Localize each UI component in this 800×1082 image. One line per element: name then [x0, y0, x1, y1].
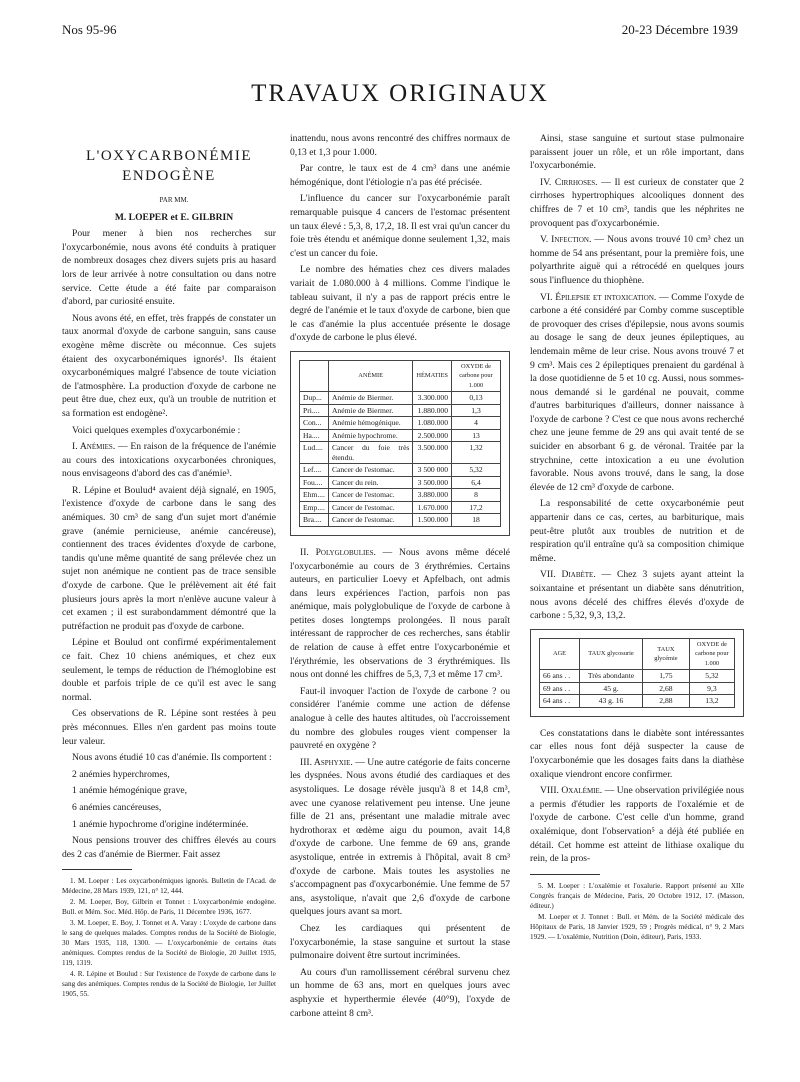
diabetes-table [539, 638, 735, 708]
article-authors: M. LOEPER et E. GILBRIN [114, 211, 234, 223]
table-cell: 45 g. [580, 682, 643, 695]
paragraph: Lépine et Boulud ont confirmé expérimentalement ce fait. Chez 10 chiens anémiques, et chez eux seulement, le temps de réduction de l'hémoglobine est double et parfois triple de ce qu'il est avec le sang normal. [62, 637, 276, 703]
issue-date: 20-23 Décembre 1939 [621, 22, 738, 37]
section-body: — Nous avons même décelé l'oxycarbonémie au cours de 3 érythrémies. Certains auteurs, en particulier Loevy et Apfelbach, ont admis dans leurs expériences l'action, parfois non pas anémique, mais polyglobulique de l'oxyde de carbone à petites doses longtemps prolongées. Il nous paraît intéressant de rapprocher de ces recherches, sans établir de relation de cause à effet entre l'oxycarbonémie et l'érythrémie, les observations de 3 érythrémiques. Ils nous ont donné les chiffres de 5,3, 7,3 et même 17 cm³. [290, 546, 510, 681]
table-cell: 66 ans . . [540, 670, 580, 683]
article-by: PAR MM. [159, 196, 189, 204]
section-title: TRAVAUX ORIGINAUX [251, 80, 549, 107]
list-item: 1 anémie hémogénique grave, [72, 785, 188, 797]
table-cell: Anémie de Biermer. [328, 404, 412, 417]
table-cell: Bra.... [300, 514, 329, 527]
diabetes-table-frame [530, 629, 744, 717]
section-head: VII. Diabète. [540, 569, 596, 581]
table-cell: 3 500 000 [413, 464, 452, 477]
section-body: — Une observation privilégiée nous a permis d'étudier les rapports de l'oxalémie et de l'oxyde de carbone. C'est celle d'un homme, grand oxalémique, dont l'observation⁵ a déjà été publiée en détail. Cet homme est atteint de lithiase oxalique du rein, de la pros- [530, 785, 744, 865]
table-row [300, 429, 501, 442]
table-cell: Con... [300, 417, 329, 430]
table-cell: 1.080.000 [413, 417, 452, 430]
list-item: 6 anémies cancéreuses, [72, 801, 162, 813]
section-body: — En raison de la fréquence de l'anémie au cours des intoxications oxycarbonées chroniques, nous envisageons d'abord des cas d'anémie³. [62, 441, 276, 480]
table-cell: 5,32 [452, 464, 501, 477]
paragraph: Au cours d'un ramollissement cérébral survenu chez un homme de 63 ans, mort en quelques jours avec asphyxie et hyperthermie élevée (40°9), l'oxyde de carbone atteint 8 cm³. [290, 966, 510, 1019]
table-cell: 18 [452, 514, 501, 527]
column-1 [62, 146, 276, 1000]
table-cell: 1,32 [452, 442, 501, 464]
table-header: ANÉMIE [328, 360, 412, 392]
table-cell: 4 [452, 417, 501, 430]
footnote: 1. M. Loeper : Les oxycarbonémiques ignorés. Bulletin de l'Acad. de Médecine, 28 Mars 1939, 121, n° 12, 444. [62, 877, 276, 896]
paragraph [530, 568, 744, 622]
table-cell: 69 ans . . [540, 682, 580, 695]
footnote: 5. M. Loeper : L'oxalémie et l'oxalurie. Rapport présenté au XIIe Congrès français de Médecine, Paris, 20 Octobre 1912, 17. (Masson, éditeur.) [530, 881, 744, 910]
table-cell: 6,4 [452, 476, 501, 489]
paragraph [530, 233, 744, 287]
section-body: — Comme l'oxyde de carbone a été considéré par Comby comme susceptible de provoquer des crises d'épilepsie, nous avons soumis au dosage le sang de deux jeunes épileptiques, au lendemain même de leur crise. Nous avons trouvé 7 et 9 cm³. Mais ces 2 épileptiques prenaient du gardénal à la dose quotidienne de 5 et 10 cg. Aussi, nous sommes-nous demandé si le gardénal ne pouvait, comme d'autres barbituriques d'ailleurs, donner naissance à l'oxyde de carbone ? C'est ce que nous avons recherché chez une jeune femme de 29 ans qui avait tenté de se suicider en absorbant 6 g. de véronal. Traitée par la strychnine, cette intoxication a eu une évolution favorable. Nous avons trouvé, dans le sang, la dose élevée de 12 cm³ d'oxyde de carbone. [530, 291, 744, 493]
column-3 [530, 132, 744, 943]
table-cell: 3.880.000 [413, 489, 452, 502]
table-cell: Cancer de l'estomac. [328, 489, 412, 502]
table-cell: Anémie de Biermer. [328, 392, 412, 405]
issue-number: Nos 95-96 [62, 22, 117, 37]
section-head: IV. Cirrhoses. [540, 176, 598, 188]
table-header: OXYDE de carbone pour 1.000 [689, 638, 734, 670]
table-cell: 1,3 [452, 404, 501, 417]
paragraph: R. Lépine et Boulud⁴ avaient déjà signalé, en 1905, l'existence d'oxyde de carbone dans le sang des anémiques. 30 cm³ de sang d'un sujet mort d'anémie grave (anémie pernicieuse, anémie cancéreuse), contiennent des traces évidentes d'oxyde de carbone, tandis qu'une même quantité de sang prélevée chez un sujet non anémique ne contient pas de trace sensible d'oxyde de carbone. Que le prélèvement ait été fait plusieurs jours après la mort n'enlève aucune valeur à cet examen ; il est surabondamment démontré que la putréfaction ne produit pas d'oxyde de carbone. [62, 484, 276, 632]
paragraph [530, 784, 744, 866]
paragraph [62, 440, 276, 481]
table-cell: Anémie hypochrome. [328, 429, 412, 442]
section-body: — Nous avons trouvé 10 cm³ chez un homme de 54 ans présentant, pour la première fois, une polyarthrite aiguë qui a rétrocédé en quelques jours sous l'influence du thiophène. [530, 234, 744, 286]
anemia-table [299, 360, 501, 527]
paragraph [290, 546, 510, 682]
paragraph: La responsabilité de cette oxycarbonémie peut appartenir dans ce cas, certes, au barbiturique, mais peut-être plutôt aux troubles de nutrition et de respiration qu'il entraîne qu'à sa composition chimique même. [530, 498, 744, 564]
paragraph: Pour mener à bien nos recherches sur l'oxycarbonémie, nous avons été conduits à pratiquer de nombreux dosages chez divers sujets pris au hasard lors de leur arrivée à notre consultation ou dans notre service. Cette étude a été faite par comparaison d'abord, par curiosité ensuite. [62, 228, 276, 308]
table-cell: Ha.... [300, 429, 329, 442]
table-row [540, 670, 735, 683]
table-cell: Très abondante [580, 670, 643, 683]
table-cell: 0,13 [452, 392, 501, 405]
paragraph: Le nombre des hématies chez ces divers malades variait de 1.080.000 à 4 millions. Comme l'indique le tableau suivant, il n'y a pas de rapport précis entre le degré de l'anémie et le taux d'oxyde de carbone, bien que le cas d'anémie la plus accentuée présente le dosage d'oxyde de carbone le plus élevé. [290, 264, 510, 344]
table-cell: 1,75 [642, 670, 689, 683]
table-cell: 2.500.000 [413, 429, 452, 442]
table-cell: Dup... [300, 392, 329, 405]
footnote: 2. M. Loeper, Boy, Gilbrin et Tonnet : L'oxycarbonémie endogène. Bull. et Mém. Soc. Méd. Hôp. de Paris, 11 Décembre 1936, 1677. [62, 898, 276, 917]
section-body: — Il est curieux de constater que 2 cirrhoses hypertrophiques alcooliques donnent des chiffres de 7 et 10 cm³, tandis que les néphrites ne provoquent pas d'oxycarbonémie. [530, 176, 744, 229]
article-title-line-2: ENDOGÈNE [122, 168, 216, 184]
table-row [300, 514, 501, 527]
table-cell: 13 [452, 429, 501, 442]
table-cell: 2,68 [642, 682, 689, 695]
table-header-blank [300, 360, 329, 392]
section-head: I. Anémies. [72, 441, 116, 453]
section-head: II. Polyglobulies. [300, 546, 376, 558]
table-header: OXYDE de carbone pour 1.000 [452, 360, 501, 392]
table-cell: Cancer du foie très étendu. [328, 442, 412, 464]
table-cell: 3.500.000 [413, 442, 452, 464]
list-item: 1 anémie hypochrome d'origine indéterminée. [72, 818, 249, 830]
paragraph [530, 176, 744, 230]
table-header: HÉMATIES [413, 360, 452, 392]
paragraph: Ces constatations dans le diabète sont intéressantes car elles nous font déjà suspecter la cause de l'oxycarbonémie que les dosages faits dans la diathèse oxalique viendront encore confirmer. [530, 727, 744, 780]
paragraph: Nous avons étudié 10 cas d'anémie. Ils comportent : [72, 752, 272, 764]
footnote-rule [530, 874, 600, 875]
section-body: — Une autre catégorie de faits concerne les dyspnées. Nous avons étudié des cardiaques et des asystoliques. Le dosage révèle jusqu'à 8 et 14,8 cm³, avec une cyanose relativement peu intense. Une jeune fille de 21 ans, présentant une maladie mitrale avec hydrothorax et œdème aigu du poumon, avait 14,8 d'oxyde de carbone. Une femme de 69 ans, grande asystolique, entrée in extremis à l'hôpital, avait 8 cm³ d'oxyde de carbone. Mais toutes les asystolies ne s'accompagnent pas d'oxycarbonémie. Une femme de 57 ans, asystolique, n'avait que 2,6 d'oxyde de carbone quelques jours avant sa mort. [290, 756, 510, 918]
section-head: V. Infection. [540, 234, 592, 246]
table-cell: 3 500.000 [413, 476, 452, 489]
table-header: AGE [540, 638, 580, 670]
table-cell: Emp.... [300, 501, 329, 514]
footnote: M. Loeper et J. Tonnet : Bull. et Mém. de la Société médicale des Hôpitaux de Paris, 18 Janvier 1929, 59 ; Progrès médical, n° 9, 2 Mars 1929. — L'oxalémie, Nutrition (Doin, éditeur), Paris, 1933. [530, 912, 744, 941]
section-head: VI. Épilepsie et intoxication. [540, 291, 657, 303]
paragraph [290, 756, 510, 919]
table-row [300, 464, 501, 477]
table-cell: 2,88 [642, 695, 689, 708]
table-cell: 9,3 [689, 682, 734, 695]
footnote-rule [62, 869, 132, 870]
table-cell: 13,2 [689, 695, 734, 708]
table-cell: 43 g. 16 [580, 695, 643, 708]
table-row [300, 417, 501, 430]
table-cell: 64 ans . . [540, 695, 580, 708]
section-head: VIII. Oxalémie. [540, 785, 603, 797]
article-title [62, 146, 276, 186]
table-header: TAUX glycémie [642, 638, 689, 670]
table-cell: 1.880.000 [413, 404, 452, 417]
footnote: 4. R. Lépine et Boulud : Sur l'existence de l'oxyde de carbone dans le sang des anémiques. Comptes rendus de la Société de Biologie, 1er Juillet 1905, 55. [62, 970, 276, 999]
paragraph: Nous pensions trouver des chiffres élevés au cours des 2 cas d'anémie de Biermer. Fait assez [62, 835, 276, 860]
table-cell: Cancer de l'estomac. [328, 464, 412, 477]
table-cell: Ehm.... [300, 489, 329, 502]
paragraph: inattendu, nous avons rencontré des chiffres normaux de 0,13 et 1,3 pour 1.000. [290, 133, 510, 158]
table-row [300, 501, 501, 514]
table-row [300, 489, 501, 502]
paragraph: Chez les cardiaques qui présentent de l'oxycarbonémie, la stase sanguine et surtout la stase pulmonaire doivent être surtout incriminées. [290, 922, 510, 962]
table-cell: Anémie hémogénique. [328, 417, 412, 430]
article-title-line-1: L'OXYCARBONÉMIE [85, 148, 253, 164]
table-cell: 8 [452, 489, 501, 502]
paragraph: Ces observations de R. Lépine sont restées à peu près méconnues. Elles n'en gardent pas moins toute leur valeur. [62, 708, 276, 747]
table-row [300, 392, 501, 405]
table-cell: 17,2 [452, 501, 501, 514]
table-cell: 1.670.000 [413, 501, 452, 514]
table-cell: Lef.... [300, 464, 329, 477]
anemia-table-frame [290, 351, 510, 536]
table-cell: Pri.... [300, 404, 329, 417]
table-cell: Cancer du rein. [328, 476, 412, 489]
paragraph: Ainsi, stase sanguine et surtout stase pulmonaire paraissent jouer un rôle, et un rôle important, dans l'oxycarbonémie. [530, 133, 744, 172]
table-cell: Cancer de l'estomac. [328, 501, 412, 514]
paragraph: L'influence du cancer sur l'oxycarbonémie paraît remarquable puisque 4 cancers de l'estomac présentent un taux élevé : 5,3, 8, 17,2, 18. Il est vrai qu'un cancer du foie très étendu et anémique donne seulement 1,32, mais c'est un cancer du foie. [290, 193, 510, 259]
table-cell: Cancer de l'estomac. [328, 514, 412, 527]
table-cell: 5,32 [689, 670, 734, 683]
section-head: III. Asphyxie. [300, 756, 353, 768]
table-cell: Fou.... [300, 476, 329, 489]
table-header: TAUX glycosurie [580, 638, 643, 670]
paragraph: Par contre, le taux est de 4 cm³ dans une anémie hémogénique, dont l'étiologie n'a pas été précisée. [290, 163, 510, 188]
table-cell: 1.500.000 [413, 514, 452, 527]
section-body: — Chez 3 sujets ayant atteint la soixantaine et présentant un diabète sans dénutrition, nous avons décelé des chiffres élevés d'oxyde de carbone : 5,32, 9,3, 13,2. [530, 569, 744, 622]
table-row [540, 682, 735, 695]
table-cell: Lud.... [300, 442, 329, 464]
list-item: 2 anémies hyperchromes, [72, 768, 170, 780]
table-cell: 3.300.000 [413, 392, 452, 405]
paragraph: Voici quelques exemples d'oxycarbonémie : [72, 424, 241, 436]
table-row [300, 476, 501, 489]
table-row [300, 442, 501, 464]
paragraph: Nous avons été, en effet, très frappés de constater un taux anormal d'oxyde de carbone sanguin, sans cause exogène même discrète ou méconnue. Ces sujets étaient des oxycarbonémiques ignorés¹. Ils étaient oxycarbonémiques malgré l'absence de toute viciation de l'atmosphère. La production d'oxyde de carbone ne peut être due, chez eux, qu'à un trouble de nutrition et sa formation est endogène². [62, 312, 276, 419]
column-2 [290, 132, 510, 1023]
paragraph [530, 291, 744, 495]
footnote: 3. M. Loeper, E. Boy, J. Tonnet et A. Varay : L'oxyde de carbone dans le sang de quelques malades. Comptes rendus de la Société de Biologie, 30 Mars 1935, 118, 1300. — L'oxycarbonémie de certains états anémiques. Comptes rendus de la Société de Biologie, 20 Juillet 1935, 119, 1319. [62, 919, 276, 968]
paragraph: Faut-il invoquer l'action de l'oxyde de carbone ? ou considérer l'anémie comme une action de défense analogue à celle des hautes altitudes, où l'accroissement du nombre des globules rouges vient compenser la pauvreté en oxygène ? [290, 685, 510, 752]
table-row [300, 404, 501, 417]
table-row [540, 695, 735, 708]
